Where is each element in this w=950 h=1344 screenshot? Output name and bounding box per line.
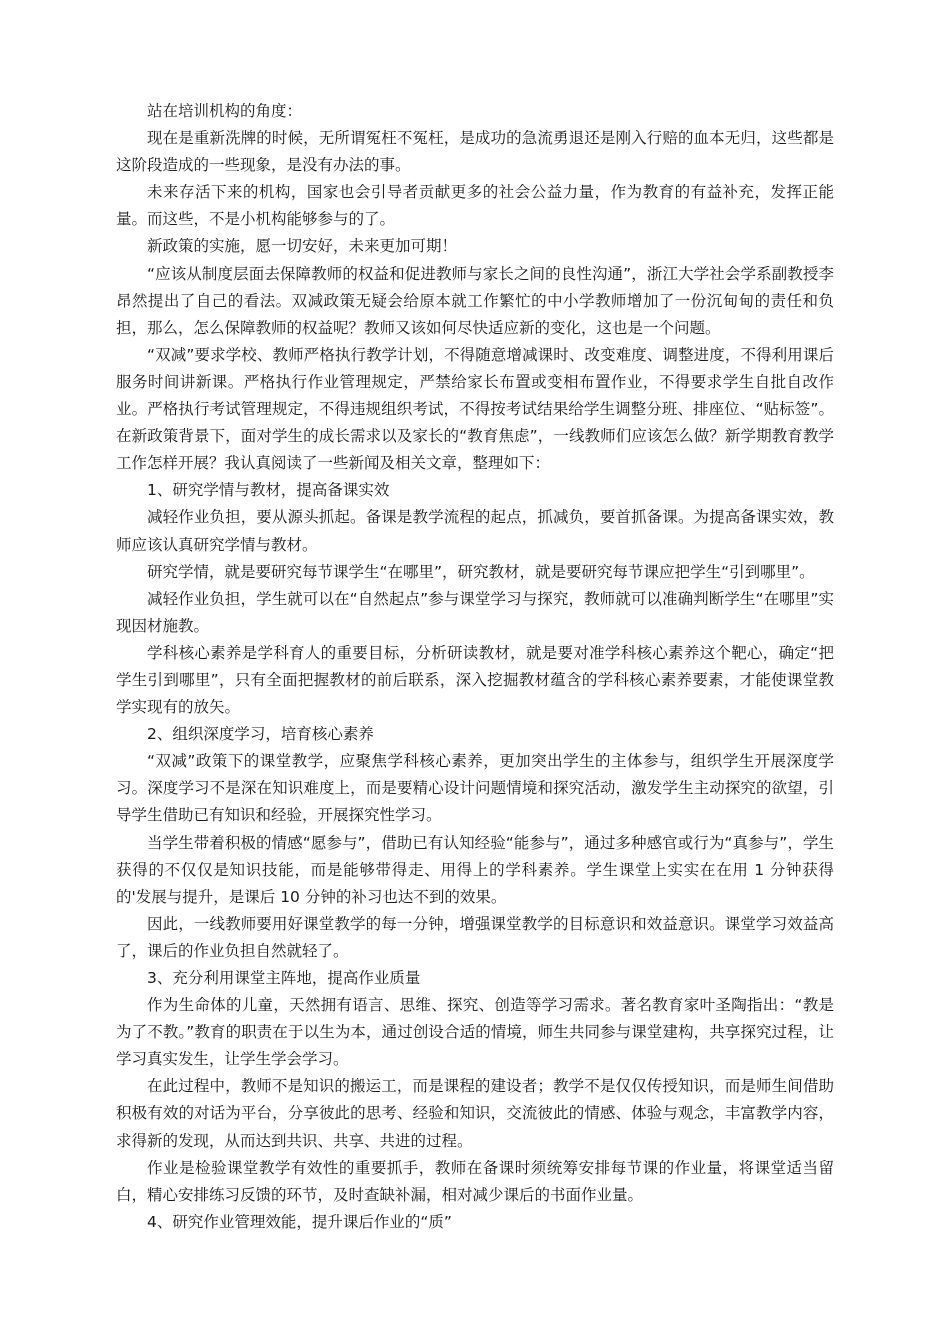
paragraph: “应该从制度层面去保障教师的权益和促进教师与家长之间的良性沟通”，浙江大学社会学系副教授李昂然提出了自己的看法。双减政策无疑会给原本就工作繁忙的中小学教师增加了一份沉甸甸的责任和负担，那么，怎么保障教师的权益呢？教师又该如何尽快适应新的变化，这也是一个问题。: [116, 264, 834, 337]
paragraph: “双减”政策下的课堂教学，应聚焦学科核心素养，更加突出学生的主体参与，组织学生开展深度学习。深度学习不是深在知识难度上，而是要精心设计问题情境和探究活动，激发学生主动探究的欲望，引导学生借助已有知识和经验，开展探究性学习。: [116, 752, 834, 825]
section-heading: 4、研究作业管理效能，提升课后作业的“质”: [147, 1212, 452, 1231]
paragraph: 减轻作业负担，学生就可以在“自然起点”参与课堂学习与探究，教师就可以准确判断学生“在哪里”实现因材施教。: [116, 589, 834, 635]
paragraph: 减轻作业负担，要从源头抓起。备课是教学流程的起点，抓减负，要首抓备课。为提高备课实效，教师应该认真研究学情与教材。: [116, 508, 834, 554]
paragraph: 站在培训机构的角度：: [147, 102, 303, 120]
document-body: [116, 98, 834, 1236]
paragraph: 学科核心素养是学科育人的重要目标，分析研读教材，就是要对准学科核心素养这个靶心，确定“把学生引到哪里”，只有全面把握教材的前后联系，深入挖掘教材蕴含的学科核心素养要素，才能使课堂教学实现有的放矢。: [116, 643, 834, 717]
paragraph: 作为生命体的儿童，天然拥有语言、思维、探究、创造等学习需求。著名教育家叶圣陶指出：“教是为了不教。”教育的职责在于以生为本，通过创设合适的情境，师生共同参与课堂建构，共享探究过程，让学习真实发生，让学生学会学习。: [116, 996, 834, 1069]
section-heading: 1、研究学情与教材，提高备课实效: [147, 481, 390, 500]
paragraph: 因此，一线教师要用好课堂教学的每一分钟，增强课堂教学的目标意识和效益意识。课堂学习效益高了，课后的作业负担自然就轻了。: [116, 914, 834, 960]
paragraph: 在此过程中，教师不是知识的搬运工，而是课程的建设者；教学不是仅仅传授知识，而是师生间借助积极有效的对话为平台，分享彼此的思考、经验和知识，交流彼此的情感、体验与观念，丰富教学内容，求得新的发现，从而达到共识、共享、共进的过程。: [116, 1077, 834, 1150]
paragraph: “双减”要求学校、教师严格执行教学计划，不得随意增减课时、改变难度、调整进度，不得利用课后服务时间讲新课。严格执行作业管理规定，严禁给家长布置或变相布置作业，不得要求学生自批自改作业。严格执行考试管理规定，不得违规组织考试，不得按考试结果给学生调整分班、排座位、“贴标签”。在新政策背景下，面对学生的成长需求以及家长的“教育焦虑”，一线教师们应该怎么做？新学期教育教学工作怎样开展？我认真阅读了一些新闻及相关文章，整理如下：: [116, 345, 834, 473]
section-heading: 3、充分利用课堂主阵地，提高作业质量: [147, 969, 421, 987]
paragraph: 作业是检验课堂教学有效性的重要抓手，教师在备课时须统筹安排每节课的作业量，将课堂适当留白，精心安排练习反馈的环节，及时查缺补漏，相对减少课后的书面作业量。: [116, 1158, 834, 1204]
paragraph: 新政策的实施，愿一切安好，未来更加可期！: [147, 237, 458, 256]
paragraph: 当学生带着积极的情感“愿参与”，借助已有认知经验“能参与”，通过多种感官或行为“真参与”，学生获得的不仅仅是知识技能，而是能够带得走、用得上的学科素养。学生课堂上实实在在用 1 分钟获得的'发展与提升，是课后 10 分钟的补习也达不到的效果。: [116, 833, 834, 906]
paragraph: 研究学情，就是要研究每节课学生“在哪里”，研究教材，就是要研究每节课应把学生“引到哪里”。: [147, 562, 815, 581]
paragraph: 现在是重新洗牌的时候，无所谓冤枉不冤枉，是成功的急流勇退还是刚入行赔的血本无归，这些都是这阶段造成的一些现象，是没有办法的事。: [116, 129, 834, 175]
section-heading: 2、组织深度学习，培育核心素养: [147, 725, 374, 744]
paragraph: 未来存活下来的机构，国家也会引导者贡献更多的社会公益力量，作为教育的有益补充，发挥正能量。而这些，不是小机构能够参与的了。: [116, 183, 834, 229]
